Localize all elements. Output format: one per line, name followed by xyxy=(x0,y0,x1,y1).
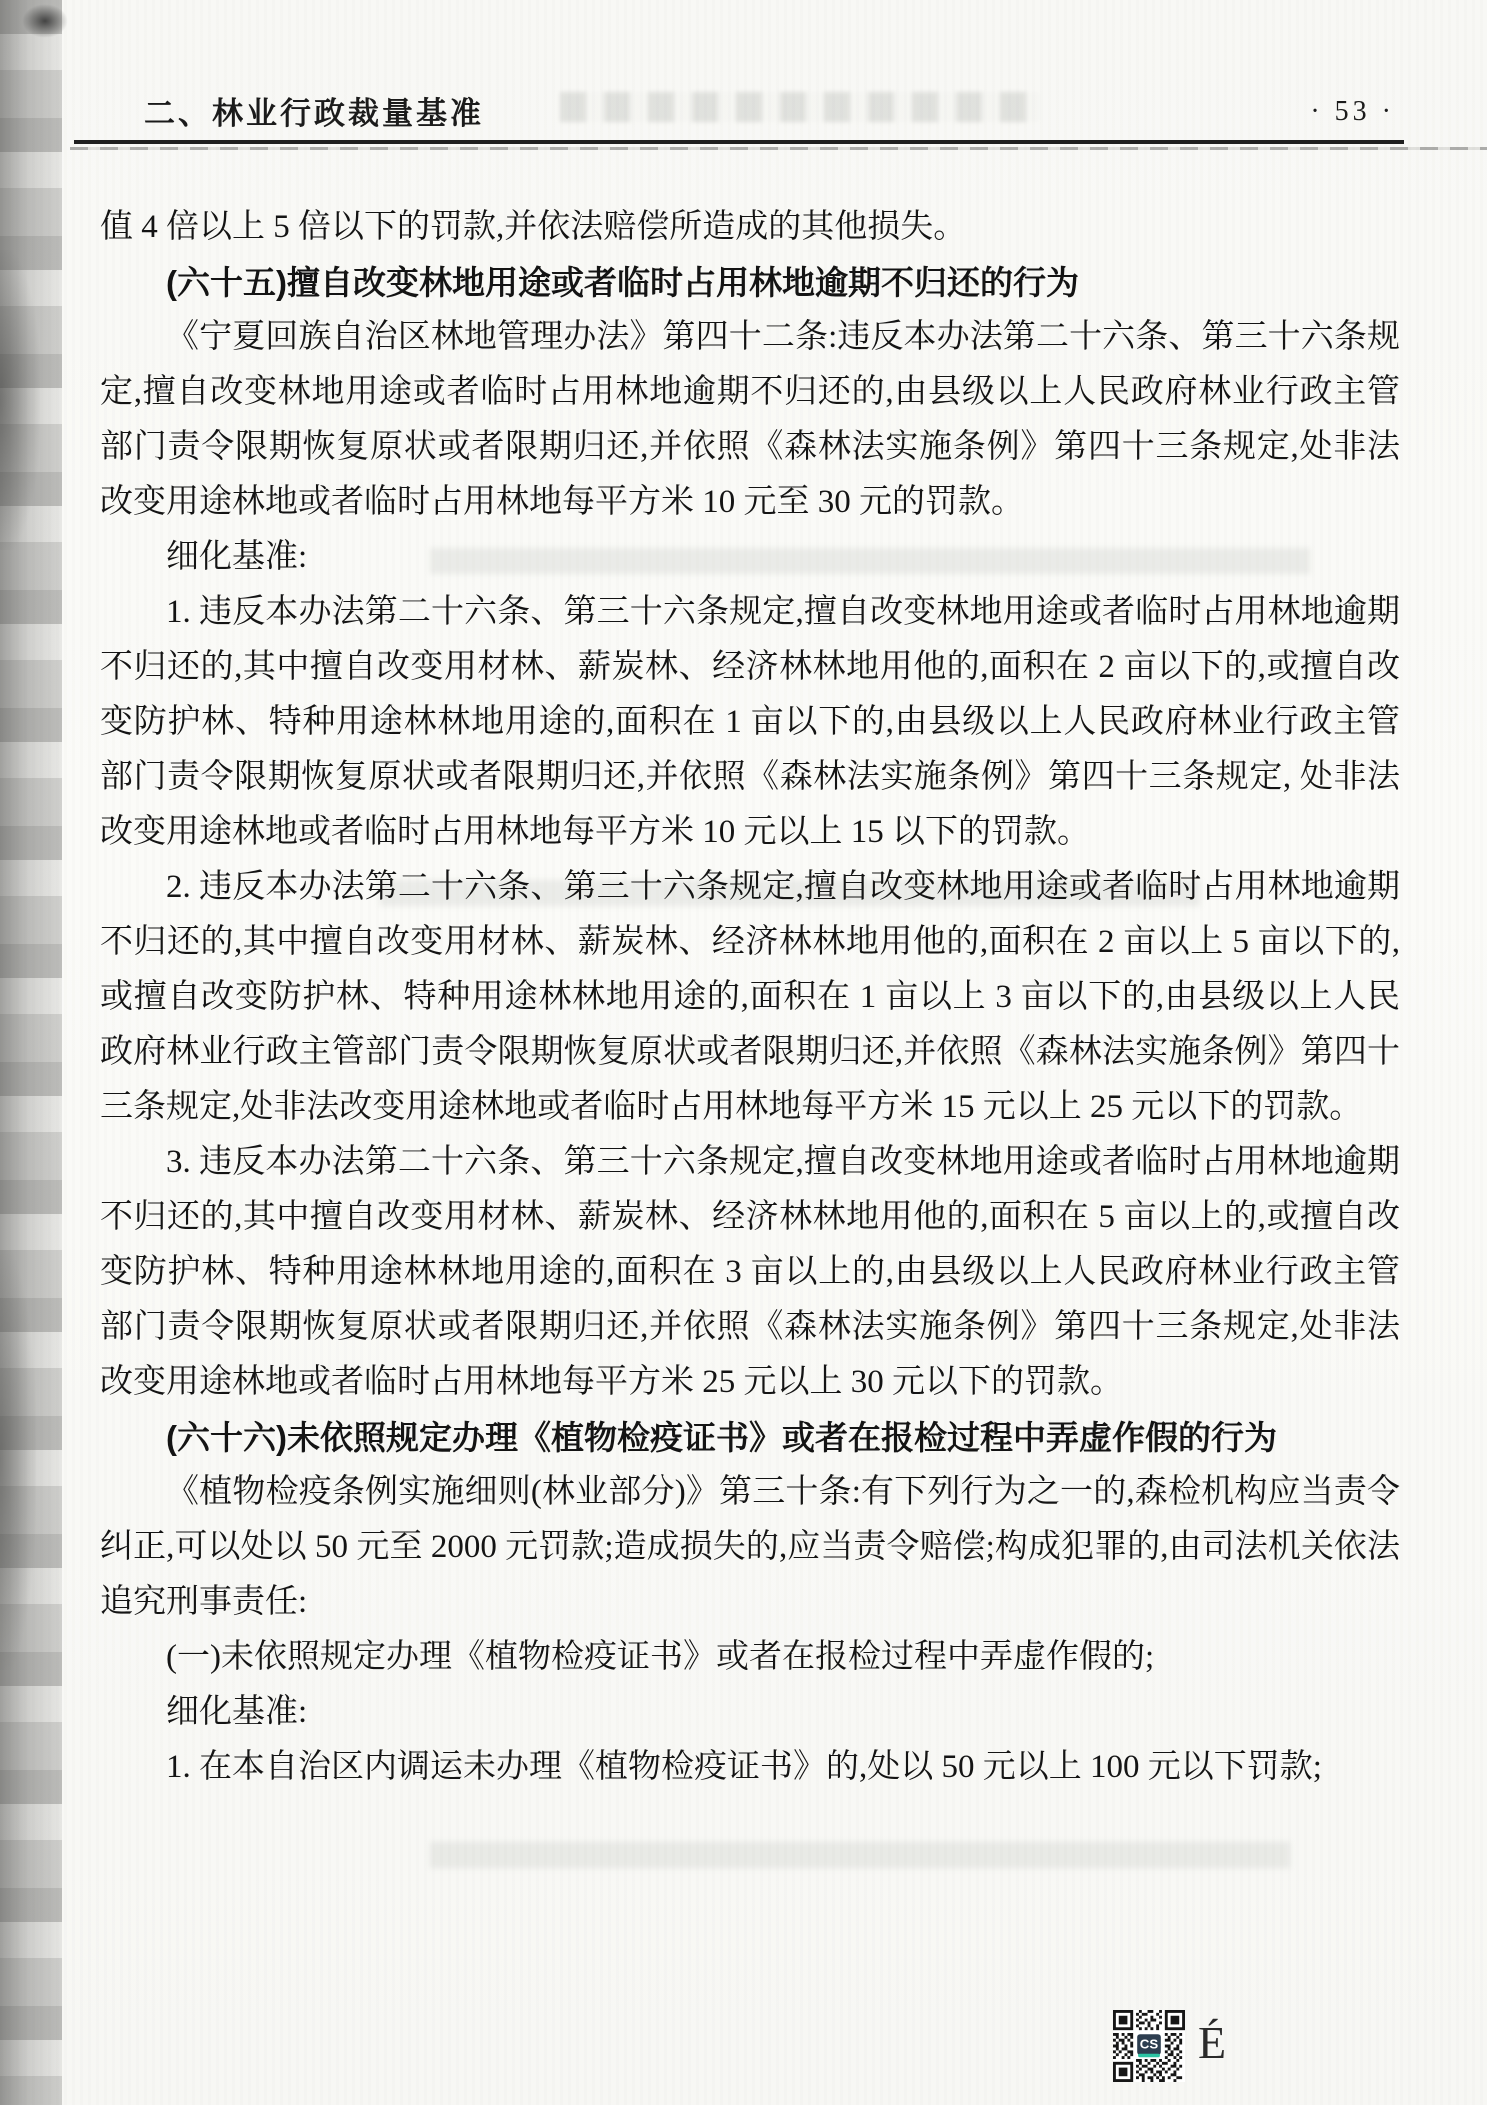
header-rule-shadow xyxy=(70,147,1487,150)
section-heading-66: (六十六)未依照规定办理《植物检疫证书》或者在报检过程中弄虚作假的行为 xyxy=(166,1419,1277,1456)
show-through-ghost xyxy=(430,1842,1290,1868)
qr-code xyxy=(1113,2010,1185,2082)
running-header-title: 二、林业行政裁量基准 xyxy=(144,96,484,131)
page-number: · 53 · xyxy=(1310,96,1395,127)
document-body xyxy=(100,200,1400,1795)
scan-smudge xyxy=(0,250,40,550)
paragraph-item-3: 3. 违反本办法第二十六条、第三十六条规定,擅自改变林地用途或者临时占用林地逾期不归还的,其中擅自改变用材林、薪炭林、经济林林地用他的,面积在 5 亩以上的,或擅自改变防护林、特种用途林林地用途的,面积在 3 亩以上的,由县级以上人民政府林业行政主管部门责令限期恢复原状或者限期归还,并依照《森林法实施条例》第四十三条规定,处非法改变用途林地或者临时占用林地每平方米 25 元以上 30 元以下的罚款。 xyxy=(100,1144,1400,1400)
paragraph-criteria-label-2: 细化基准: xyxy=(166,1694,308,1730)
paragraph-law-citation: 《宁夏回族自治区林地管理办法》第四十二条:违反本办法第二十六条、第三十六条规定,擅自改变林地用途或者临时占用林地逾期不归还的,由县级以上人民政府林业行政主管部门责令限期恢复原状或者限期归还,并依照《森林法实施条例》第四十三条规定,处非法改变用途林地或者临时占用林地每平方米 10 元至 30 元的罚款。 xyxy=(100,319,1400,520)
paragraph-item-2: 2. 违反本办法第二十六条、第三十六条规定,擅自改变林地用途或者临时占用林地逾期不归还的,其中擅自改变用材林、薪炭林、经济林林地用他的,面积在 2 亩以上 5 亩以下的,或擅自改变防护林、特种用途林林地用途的,面积在 1 亩以上 3 亩以下的,由县级以上人民政府林业行政主管部门责令限期恢复原状或者限期归还,并依照《森林法实施条例》第四十三条规定,处非法改变用途林地或者临时占用林地每平方米 15 元以上 25 元以下的罚款。 xyxy=(100,869,1400,1125)
section-heading-65: (六十五)擅自改变林地用途或者临时占用林地逾期不归还的行为 xyxy=(166,264,1079,301)
paragraph-item-1b: 1. 在本自治区内调运未办理《植物检疫证书》的,处以 50 元以上 100 元以下罚款; xyxy=(166,1749,1322,1785)
paragraph-criteria-label: 细化基准: xyxy=(166,539,308,575)
paragraph-subitem-1: (一)未依照规定办理《植物检疫证书》或者在报检过程中弄虚作假的; xyxy=(166,1639,1155,1675)
paragraph-item-1: 1. 违反本办法第二十六条、第三十六条规定,擅自改变林地用途或者临时占用林地逾期不归还的,其中擅自改变用材林、薪炭林、经济林林地用他的,面积在 2 亩以下的,或擅自改变防护林、特种用途林林地用途的,面积在 1 亩以下的,由县级以上人民政府林业行政主管部门责令限期恢复原状或者限期归还,并依照《森林法实施条例》第四十三条规定, 处非法改变用途林地或者临时占用林地每平方米 10 元以上 15 以下的罚款。 xyxy=(100,594,1400,850)
watermark-char: É xyxy=(1198,2017,1227,2068)
qr-cs-badge-underline xyxy=(1138,2054,1160,2057)
paragraph-continuation: 值 4 倍以上 5 倍以下的罚款,并依法赔偿所造成的其他损失。 xyxy=(100,209,967,245)
header-rule xyxy=(74,140,1404,144)
qr-cs-badge-label: CS xyxy=(1139,2036,1159,2052)
header-ghost-text xyxy=(560,92,1040,122)
scan-smudge xyxy=(0,1250,36,1670)
paragraph-law-citation-2: 《植物检疫条例实施细则(林业部分)》第三十条:有下列行为之一的,森检机构应当责令纠正,可以处以 50 元至 2000 元罚款;造成损失的,应当责令赔偿;构成犯罪的,由司法机关依法追究刑事责任: xyxy=(100,1474,1400,1620)
scan-corner-mark xyxy=(22,4,68,38)
